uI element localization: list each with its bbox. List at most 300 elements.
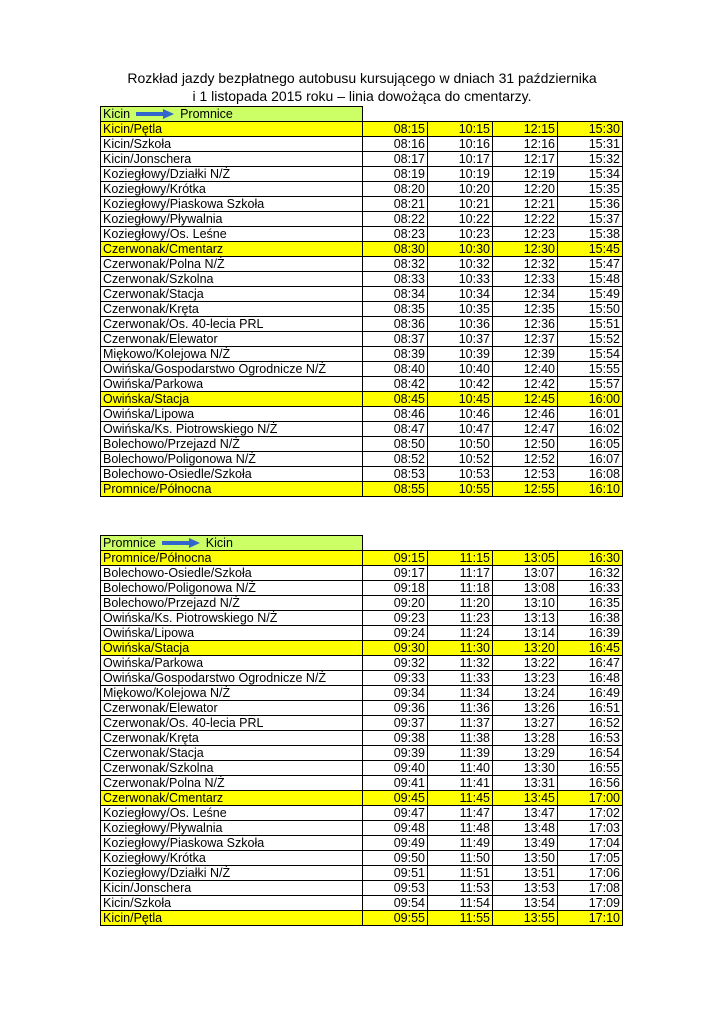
departure-time: 11:41 [428, 776, 493, 791]
departure-time: 13:07 [493, 566, 558, 581]
departure-time: 16:00 [558, 392, 623, 407]
timetable-row [101, 746, 623, 761]
departure-time: 13:47 [493, 806, 558, 821]
departure-time: 11:39 [428, 746, 493, 761]
departure-time: 16:35 [558, 596, 623, 611]
timetable-row [101, 761, 623, 776]
departure-time: 10:23 [428, 227, 493, 242]
departure-time: 11:53 [428, 881, 493, 896]
departure-time: 12:39 [493, 347, 558, 362]
departure-time: 17:10 [558, 911, 623, 926]
stop-name: Kicin/Pętla [101, 122, 363, 137]
departure-time: 17:09 [558, 896, 623, 911]
departure-time: 09:38 [363, 731, 428, 746]
departure-time: 15:51 [558, 317, 623, 332]
departure-time: 10:52 [428, 452, 493, 467]
departure-time: 09:36 [363, 701, 428, 716]
departure-time: 08:53 [363, 467, 428, 482]
departure-time: 13:55 [493, 911, 558, 926]
stop-name: Czerwonak/Elewator [101, 332, 363, 347]
timetable-row [101, 656, 623, 671]
timetable-row [101, 686, 623, 701]
title-line-2: i 1 listopada 2015 roku – linia dowożąca do cmentarzy. [192, 88, 532, 104]
timetable-row [101, 302, 623, 317]
timetable-outbound [100, 106, 623, 497]
departure-time: 08:15 [363, 122, 428, 137]
timetable-row [101, 911, 623, 926]
stop-name: Miękowo/Kolejowa N/Ż [101, 347, 363, 362]
timetable-row [101, 392, 623, 407]
arrow-right-icon [162, 538, 200, 548]
departure-time: 10:19 [428, 167, 493, 182]
departure-time: 13:08 [493, 581, 558, 596]
departure-time: 10:42 [428, 377, 493, 392]
timetable-row [101, 227, 623, 242]
timetable-row [101, 641, 623, 656]
timetable-row [101, 242, 623, 257]
timetable-row [101, 482, 623, 497]
departure-time: 12:52 [493, 452, 558, 467]
timetable-row [101, 881, 623, 896]
departure-time: 10:35 [428, 302, 493, 317]
departure-time: 15:36 [558, 197, 623, 212]
departure-time: 11:49 [428, 836, 493, 851]
header-spacer [363, 536, 623, 551]
stop-name: Owińska/Lipowa [101, 407, 363, 422]
timetable-row [101, 551, 623, 566]
stop-name: Czerwonak/Stacja [101, 746, 363, 761]
stop-name: Owińska/Stacja [101, 392, 363, 407]
stop-name: Kicin/Szkoła [101, 896, 363, 911]
departure-time: 13:24 [493, 686, 558, 701]
stop-name: Kicin/Jonschera [101, 152, 363, 167]
departure-time: 15:45 [558, 242, 623, 257]
departure-time: 12:42 [493, 377, 558, 392]
departure-time: 16:32 [558, 566, 623, 581]
departure-time: 13:13 [493, 611, 558, 626]
departure-time: 16:02 [558, 422, 623, 437]
departure-time: 15:49 [558, 287, 623, 302]
departure-time: 09:48 [363, 821, 428, 836]
departure-time: 09:45 [363, 791, 428, 806]
departure-time: 10:21 [428, 197, 493, 212]
departure-time: 08:33 [363, 272, 428, 287]
departure-time: 12:34 [493, 287, 558, 302]
departure-time: 11:24 [428, 626, 493, 641]
departure-time: 16:48 [558, 671, 623, 686]
departure-time: 08:21 [363, 197, 428, 212]
timetable-row [101, 122, 623, 137]
departure-time: 11:33 [428, 671, 493, 686]
stop-name: Bolechowo/Przejazd N/Ż [101, 437, 363, 452]
stop-name: Koziegłowy/Piaskowa Szkoła [101, 836, 363, 851]
departure-time: 09:15 [363, 551, 428, 566]
departure-time: 12:17 [493, 152, 558, 167]
departure-time: 08:46 [363, 407, 428, 422]
departure-time: 10:50 [428, 437, 493, 452]
departure-time: 10:46 [428, 407, 493, 422]
departure-time: 08:42 [363, 377, 428, 392]
stop-name: Koziegłowy/Os. Leśne [101, 227, 363, 242]
stop-name: Bolechowo-Osiedle/Szkoła [101, 467, 363, 482]
departure-time: 08:19 [363, 167, 428, 182]
departure-time: 09:37 [363, 716, 428, 731]
departure-time: 12:16 [493, 137, 558, 152]
departure-time: 16:47 [558, 656, 623, 671]
stop-name: Koziegłowy/Działki N/Ż [101, 866, 363, 881]
stop-name: Koziegłowy/Piaskowa Szkoła [101, 197, 363, 212]
departure-time: 17:06 [558, 866, 623, 881]
departure-time: 12:23 [493, 227, 558, 242]
timetable-row [101, 332, 623, 347]
departure-time: 08:39 [363, 347, 428, 362]
departure-time: 15:54 [558, 347, 623, 362]
departure-time: 11:48 [428, 821, 493, 836]
departure-time: 10:36 [428, 317, 493, 332]
departure-time: 12:22 [493, 212, 558, 227]
departure-time: 15:31 [558, 137, 623, 152]
departure-time: 13:30 [493, 761, 558, 776]
stop-name: Owińska/Ks. Piotrowskiego N/Ż [101, 611, 363, 626]
departure-time: 13:31 [493, 776, 558, 791]
departure-time: 11:20 [428, 596, 493, 611]
timetable-row [101, 611, 623, 626]
departure-time: 13:22 [493, 656, 558, 671]
departure-time: 10:15 [428, 122, 493, 137]
departure-time: 15:57 [558, 377, 623, 392]
departure-time: 11:17 [428, 566, 493, 581]
departure-time: 08:47 [363, 422, 428, 437]
departure-time: 08:52 [363, 452, 428, 467]
departure-time: 08:45 [363, 392, 428, 407]
stop-name: Czerwonak/Kręta [101, 302, 363, 317]
departure-time: 15:37 [558, 212, 623, 227]
direction-to: Promnice [180, 107, 233, 121]
departure-time: 10:34 [428, 287, 493, 302]
stop-name: Koziegłowy/Krótka [101, 851, 363, 866]
departure-time: 09:20 [363, 596, 428, 611]
departure-time: 08:23 [363, 227, 428, 242]
departure-time: 08:35 [363, 302, 428, 317]
departure-time: 16:08 [558, 467, 623, 482]
departure-time: 09:53 [363, 881, 428, 896]
departure-time: 09:41 [363, 776, 428, 791]
departure-time: 15:30 [558, 122, 623, 137]
departure-time: 13:45 [493, 791, 558, 806]
stop-name: Kicin/Jonschera [101, 881, 363, 896]
departure-time: 09:51 [363, 866, 428, 881]
direction-header-row [101, 536, 623, 551]
document-title [100, 69, 624, 105]
departure-time: 09:39 [363, 746, 428, 761]
departure-time: 09:32 [363, 656, 428, 671]
departure-time: 11:30 [428, 641, 493, 656]
departure-time: 16:39 [558, 626, 623, 641]
departure-time: 16:49 [558, 686, 623, 701]
stop-name: Owińska/Parkowa [101, 377, 363, 392]
stop-name: Owińska/Parkowa [101, 656, 363, 671]
departure-time: 08:40 [363, 362, 428, 377]
departure-time: 12:37 [493, 332, 558, 347]
stop-name: Koziegłowy/Krótka [101, 182, 363, 197]
timetable-row [101, 866, 623, 881]
departure-time: 11:45 [428, 791, 493, 806]
departure-time: 16:07 [558, 452, 623, 467]
departure-time: 17:05 [558, 851, 623, 866]
departure-time: 16:38 [558, 611, 623, 626]
departure-time: 10:16 [428, 137, 493, 152]
departure-time: 15:32 [558, 152, 623, 167]
departure-time: 08:30 [363, 242, 428, 257]
departure-time: 09:30 [363, 641, 428, 656]
departure-time: 10:30 [428, 242, 493, 257]
timetable-row [101, 731, 623, 746]
departure-time: 16:53 [558, 731, 623, 746]
stop-name: Koziegłowy/Os. Leśne [101, 806, 363, 821]
departure-time: 11:18 [428, 581, 493, 596]
timetable-row [101, 836, 623, 851]
direction-from: Promnice [103, 536, 156, 550]
departure-time: 09:54 [363, 896, 428, 911]
timetable-row [101, 317, 623, 332]
departure-time: 10:55 [428, 482, 493, 497]
departure-time: 16:05 [558, 437, 623, 452]
stop-name: Owińska/Lipowa [101, 626, 363, 641]
departure-time: 12:15 [493, 122, 558, 137]
timetable-row [101, 182, 623, 197]
stop-name: Czerwonak/Elewator [101, 701, 363, 716]
departure-time: 10:47 [428, 422, 493, 437]
departure-time: 12:30 [493, 242, 558, 257]
departure-time: 10:39 [428, 347, 493, 362]
departure-time: 13:51 [493, 866, 558, 881]
departure-time: 13:26 [493, 701, 558, 716]
timetable-row [101, 272, 623, 287]
departure-time: 09:40 [363, 761, 428, 776]
departure-time: 12:32 [493, 257, 558, 272]
stop-name: Owińska/Ks. Piotrowskiego N/Ż [101, 422, 363, 437]
timetable-row [101, 821, 623, 836]
timetable-inbound [100, 535, 623, 926]
timetable-row [101, 896, 623, 911]
stop-name: Miękowo/Kolejowa N/Ż [101, 686, 363, 701]
departure-time: 15:48 [558, 272, 623, 287]
departure-time: 08:50 [363, 437, 428, 452]
timetable-row [101, 212, 623, 227]
timetable-row [101, 452, 623, 467]
departure-time: 10:32 [428, 257, 493, 272]
departure-time: 16:45 [558, 641, 623, 656]
departure-time: 13:28 [493, 731, 558, 746]
departure-time: 13:48 [493, 821, 558, 836]
departure-time: 15:34 [558, 167, 623, 182]
departure-time: 15:55 [558, 362, 623, 377]
timetable-row [101, 671, 623, 686]
direction-to: Kicin [205, 536, 233, 550]
timetable-row [101, 407, 623, 422]
departure-time: 16:01 [558, 407, 623, 422]
departure-time: 12:33 [493, 272, 558, 287]
direction-header [101, 107, 363, 122]
direction-header-row [101, 107, 623, 122]
departure-time: 09:50 [363, 851, 428, 866]
timetable-row [101, 791, 623, 806]
stop-name: Bolechowo-Osiedle/Szkoła [101, 566, 363, 581]
departure-time: 10:45 [428, 392, 493, 407]
stop-name: Czerwonak/Polna N/Ż [101, 257, 363, 272]
departure-time: 08:55 [363, 482, 428, 497]
departure-time: 08:34 [363, 287, 428, 302]
departure-time: 08:17 [363, 152, 428, 167]
departure-time: 12:19 [493, 167, 558, 182]
departure-time: 17:08 [558, 881, 623, 896]
stop-name: Owińska/Gospodarstwo Ogrodnicze N/Ż [101, 671, 363, 686]
timetable-row [101, 716, 623, 731]
stop-name: Czerwonak/Polna N/Ż [101, 776, 363, 791]
timetable-row [101, 167, 623, 182]
departure-time: 08:22 [363, 212, 428, 227]
departure-time: 16:33 [558, 581, 623, 596]
departure-time: 11:32 [428, 656, 493, 671]
departure-time: 15:50 [558, 302, 623, 317]
timetable-row [101, 137, 623, 152]
departure-time: 15:38 [558, 227, 623, 242]
timetable-row [101, 197, 623, 212]
departure-time: 08:20 [363, 182, 428, 197]
departure-time: 08:16 [363, 137, 428, 152]
departure-time: 09:55 [363, 911, 428, 926]
stop-name: Czerwonak/Stacja [101, 287, 363, 302]
departure-time: 11:36 [428, 701, 493, 716]
departure-time: 16:51 [558, 701, 623, 716]
departure-time: 17:02 [558, 806, 623, 821]
stop-name: Promnice/Północna [101, 482, 363, 497]
departure-time: 09:17 [363, 566, 428, 581]
departure-time: 13:05 [493, 551, 558, 566]
departure-time: 11:37 [428, 716, 493, 731]
stop-name: Owińska/Stacja [101, 641, 363, 656]
departure-time: 12:46 [493, 407, 558, 422]
departure-time: 16:10 [558, 482, 623, 497]
departure-time: 12:47 [493, 422, 558, 437]
departure-time: 15:47 [558, 257, 623, 272]
departure-time: 11:50 [428, 851, 493, 866]
departure-time: 12:40 [493, 362, 558, 377]
departure-time: 11:34 [428, 686, 493, 701]
departure-time: 16:52 [558, 716, 623, 731]
departure-time: 11:15 [428, 551, 493, 566]
departure-time: 13:23 [493, 671, 558, 686]
timetable-row [101, 701, 623, 716]
departure-time: 10:37 [428, 332, 493, 347]
stop-name: Kicin/Pętla [101, 911, 363, 926]
departure-time: 09:47 [363, 806, 428, 821]
departure-time: 11:23 [428, 611, 493, 626]
stop-name: Koziegłowy/Pływalnia [101, 821, 363, 836]
departure-time: 12:45 [493, 392, 558, 407]
departure-time: 12:20 [493, 182, 558, 197]
stop-name: Owińska/Gospodarstwo Ogrodnicze N/Ż [101, 362, 363, 377]
timetable-row [101, 347, 623, 362]
timetable-row [101, 437, 623, 452]
timetable-row [101, 152, 623, 167]
stop-name: Koziegłowy/Pływalnia [101, 212, 363, 227]
departure-time: 08:37 [363, 332, 428, 347]
departure-time: 13:27 [493, 716, 558, 731]
stop-name: Czerwonak/Cmentarz [101, 242, 363, 257]
departure-time: 10:22 [428, 212, 493, 227]
departure-time: 08:32 [363, 257, 428, 272]
departure-time: 13:20 [493, 641, 558, 656]
direction-header [101, 536, 363, 551]
timetable-row [101, 581, 623, 596]
departure-time: 13:53 [493, 881, 558, 896]
stop-name: Bolechowo/Przejazd N/Ż [101, 596, 363, 611]
departure-time: 12:21 [493, 197, 558, 212]
departure-time: 16:56 [558, 776, 623, 791]
departure-time: 11:51 [428, 866, 493, 881]
departure-time: 09:33 [363, 671, 428, 686]
timetable-row [101, 257, 623, 272]
departure-time: 11:38 [428, 731, 493, 746]
timetable-row [101, 377, 623, 392]
stop-name: Czerwonak/Szkolna [101, 272, 363, 287]
timetable-row [101, 626, 623, 641]
stop-name: Bolechowo/Poligonowa N/Ż [101, 581, 363, 596]
stop-name: Promnice/Północna [101, 551, 363, 566]
timetable-row [101, 851, 623, 866]
departure-time: 13:54 [493, 896, 558, 911]
departure-time: 11:47 [428, 806, 493, 821]
departure-time: 10:17 [428, 152, 493, 167]
title-line-1: Rozkład jazdy bezpłatnego autobusu kursującego w dniach 31 października [127, 70, 597, 86]
timetable-row [101, 467, 623, 482]
timetable-row [101, 362, 623, 377]
direction-from: Kicin [103, 107, 131, 121]
timetable-row [101, 596, 623, 611]
departure-time: 08:36 [363, 317, 428, 332]
departure-time: 10:20 [428, 182, 493, 197]
departure-time: 13:14 [493, 626, 558, 641]
departure-time: 11:40 [428, 761, 493, 776]
departure-time: 13:50 [493, 851, 558, 866]
departure-time: 13:10 [493, 596, 558, 611]
departure-time: 13:29 [493, 746, 558, 761]
stop-name: Czerwonak/Os. 40-lecia PRL [101, 317, 363, 332]
departure-time: 17:03 [558, 821, 623, 836]
header-spacer [363, 107, 623, 122]
stop-name: Bolechowo/Poligonowa N/Ż [101, 452, 363, 467]
departure-time: 09:18 [363, 581, 428, 596]
departure-time: 12:50 [493, 437, 558, 452]
departure-time: 09:24 [363, 626, 428, 641]
stop-name: Koziegłowy/Działki N/Ż [101, 167, 363, 182]
departure-time: 13:49 [493, 836, 558, 851]
departure-time: 10:53 [428, 467, 493, 482]
departure-time: 09:23 [363, 611, 428, 626]
departure-time: 09:34 [363, 686, 428, 701]
departure-time: 12:36 [493, 317, 558, 332]
departure-time: 10:33 [428, 272, 493, 287]
timetable-row [101, 776, 623, 791]
arrow-right-icon [136, 109, 174, 119]
departure-time: 12:35 [493, 302, 558, 317]
departure-time: 09:49 [363, 836, 428, 851]
departure-time: 16:30 [558, 551, 623, 566]
departure-time: 11:54 [428, 896, 493, 911]
stop-name: Czerwonak/Os. 40-lecia PRL [101, 716, 363, 731]
departure-time: 12:55 [493, 482, 558, 497]
